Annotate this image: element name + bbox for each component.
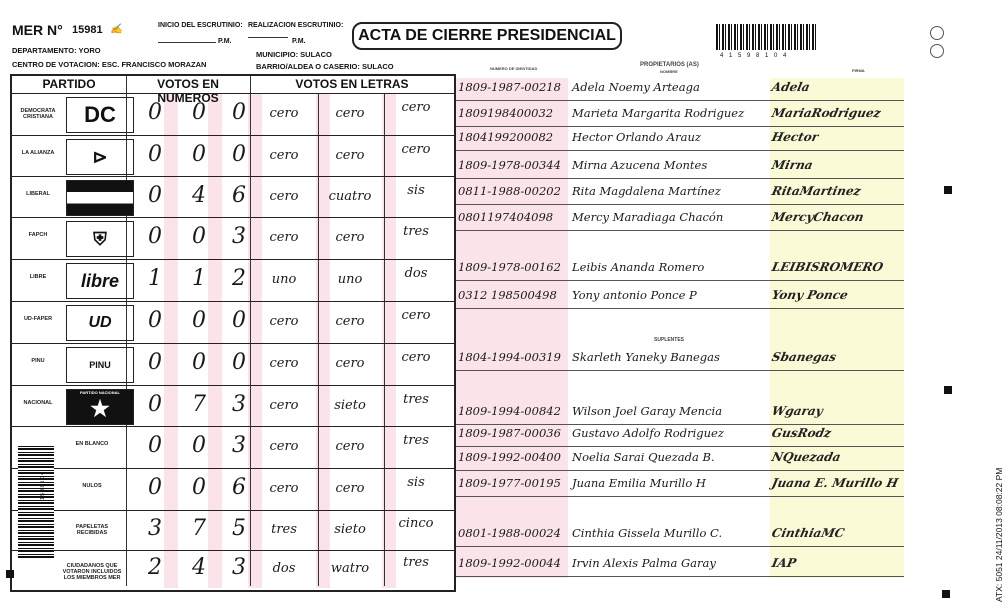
signature-yellow-column	[770, 78, 904, 578]
row-divider	[12, 510, 454, 511]
top-barcode-icon	[716, 24, 816, 50]
party-logo-icon: PARTIDO NACIONAL ★	[66, 389, 134, 425]
vote-word: sieto	[334, 522, 366, 537]
registration-square-icon	[944, 386, 952, 394]
vote-word: cuatro	[328, 188, 372, 204]
party-votes-table	[10, 74, 456, 592]
signer-dni: 1804-1994-00319	[458, 350, 561, 364]
vote-digit: 0	[148, 182, 162, 208]
vote-word: sieto	[334, 397, 366, 413]
party-label: PINU	[31, 358, 45, 364]
mer-number: 15981	[72, 24, 103, 36]
vote-digit: 0	[192, 475, 206, 500]
signer-signature: Wgaray	[770, 404, 825, 418]
vote-digit: 0	[232, 350, 246, 375]
signer-row-line	[456, 308, 904, 309]
signer-row-line	[456, 370, 904, 371]
realizacion-line	[248, 37, 288, 38]
signer-row-line	[456, 546, 904, 547]
vote-digit: 7	[192, 516, 206, 541]
registration-mark-icon	[930, 26, 944, 40]
signer-signature: IAP	[770, 556, 798, 570]
row-divider	[12, 135, 454, 136]
vote-digit: 3	[232, 433, 246, 458]
signer-dni: 1809-1987-00036	[458, 426, 561, 440]
signer-dni: 1804199200082	[458, 130, 554, 144]
vote-digit: 0	[232, 100, 246, 125]
vote-digit: 6	[232, 475, 246, 500]
signer-name: Hector Orlando Arauz	[572, 130, 701, 144]
vote-digit: 0	[148, 391, 162, 417]
left-barcode-number: 1 5 9 8 1 0 4	[40, 472, 46, 500]
vote-digit: 4	[192, 555, 206, 580]
dni-pink-column	[456, 78, 568, 578]
signer-dni: 1809-1978-00344	[458, 158, 561, 172]
signer-dni: 1809198400032	[458, 106, 554, 120]
vote-digit: 3	[232, 555, 246, 580]
mer-initial-signature-icon: ✍	[110, 24, 123, 35]
firma-header: FIRMA	[852, 68, 865, 73]
inicio-line	[158, 42, 216, 43]
vote-word: cero	[335, 356, 365, 371]
vote-word: cero	[269, 356, 299, 371]
vote-word: watro	[330, 561, 370, 576]
star-icon: ★	[90, 396, 110, 421]
vote-word: cero	[335, 106, 365, 121]
vote-word: tres	[403, 224, 429, 239]
pink-stripe	[208, 94, 222, 588]
party-label: DEMOCRATA CRISTIANA	[20, 108, 56, 120]
signer-name: Leibis Ananda Romero	[572, 260, 705, 274]
row-divider	[12, 301, 454, 302]
signer-signature: MercyChacon	[770, 210, 866, 224]
vote-digit: 0	[148, 475, 162, 500]
party-label: LA ALIANZA	[21, 149, 55, 156]
row-divider	[12, 176, 454, 177]
signer-row-line	[456, 150, 904, 151]
signer-signature: Adela	[770, 80, 812, 94]
document-title: ACTA DE CIERRE PRESIDENCIAL	[352, 22, 622, 50]
row-divider	[12, 426, 454, 427]
registration-square-icon	[942, 590, 950, 598]
vote-word: tres	[403, 555, 429, 570]
vote-word: uno	[271, 272, 297, 287]
signer-row-line	[456, 204, 904, 205]
realizacion-label: REALIZACION ESCRUTINIO:	[248, 22, 344, 29]
vote-digit: 2	[148, 555, 162, 580]
signer-name: Irvin Alexis Palma Garay	[572, 556, 716, 570]
signer-row-line	[456, 230, 904, 231]
registration-square-icon	[6, 570, 14, 578]
signer-row-line	[456, 496, 904, 497]
shield-icon: ⛨	[93, 228, 107, 249]
row-divider	[12, 343, 454, 344]
vote-digit: 7	[192, 391, 206, 417]
vote-word: cero	[269, 397, 299, 413]
header-divider	[12, 93, 454, 94]
signer-row-line	[456, 576, 904, 577]
signer-signature: Hector	[770, 130, 820, 144]
centro-votacion: CENTRO DE VOTACION: ESC. FRANCISCO MORAZAN	[12, 60, 207, 69]
vote-digit: 3	[232, 224, 246, 249]
party-label: LIBERAL	[26, 190, 50, 197]
vote-word: cero	[335, 481, 365, 496]
vote-word: cinco	[398, 516, 434, 531]
vote-digit: 0	[232, 308, 246, 333]
signer-dni: 1809-1992-00400	[458, 450, 561, 464]
vote-word: cero	[335, 147, 365, 163]
signer-row-line	[456, 424, 904, 425]
signer-signature: Yony Ponce	[770, 288, 850, 302]
row-divider	[12, 259, 454, 260]
vote-word: cero	[269, 481, 299, 496]
vote-word: sis	[407, 475, 425, 490]
nombre-header: NOMBRE	[660, 69, 678, 74]
vote-digit: 0	[192, 433, 206, 458]
vote-word: cero	[335, 439, 365, 454]
party-label: PAPELETAS RECIBIDAS	[75, 524, 109, 536]
signer-row-line	[456, 280, 904, 281]
vote-word: cero	[401, 100, 431, 115]
party-label: FAPCH	[28, 232, 48, 238]
signer-signature: NQuezada	[770, 450, 843, 464]
row-divider	[12, 468, 454, 469]
signer-name: Gustavo Adolfo Rodriguez	[572, 426, 724, 440]
signer-signature: GusRodz	[770, 426, 833, 440]
top-barcode-number: 4 1 5 9 8 1 0 4	[720, 53, 789, 59]
vote-word: cero	[401, 350, 431, 365]
col-votos-numeros: VOTOS EN NUMEROS	[157, 77, 219, 105]
vote-word: dos	[272, 561, 296, 576]
signer-signature: Juana E. Murillo H	[770, 476, 900, 490]
vote-word: cero	[269, 230, 299, 245]
vote-word: tres	[403, 391, 429, 407]
signer-name: Juana Emilia Murillo H	[572, 476, 706, 490]
signer-signature: Mirna	[770, 158, 815, 172]
pink-stripe	[164, 94, 178, 588]
barrio: BARRIO/ALDEA O CASERIO: SULACO	[256, 62, 394, 71]
vote-digit: 4	[192, 182, 206, 208]
signer-signature: CinthiaMC	[770, 526, 846, 540]
inicio-pm: P.M.	[218, 38, 232, 45]
signer-dni: 1809-1978-00162	[458, 260, 561, 274]
registration-square-icon	[944, 186, 952, 194]
party-logo-icon	[66, 221, 134, 257]
registration-mark-icon	[930, 44, 944, 58]
signer-dni: 1809-1992-00044	[458, 556, 561, 570]
vote-digit: 0	[232, 141, 246, 167]
realizacion-pm: P.M.	[292, 38, 306, 45]
signer-row-line	[456, 470, 904, 471]
party-logo-icon: UD	[66, 305, 134, 341]
party-logo-icon: PINU	[66, 347, 134, 383]
signer-name: Marieta Margarita Rodriguez	[572, 106, 745, 120]
vote-digit: 2	[232, 266, 246, 291]
signer-dni: 1809-1977-00195	[458, 476, 561, 490]
propietarios-header: PROPIETARIOS (AS)	[640, 62, 699, 68]
party-logo-icon: DC	[66, 97, 134, 133]
signer-signature: RitaMartinez	[770, 184, 863, 198]
left-barcode-icon	[18, 446, 54, 558]
signer-row-line	[456, 100, 904, 101]
row-divider	[12, 550, 454, 551]
vote-digit: 6	[232, 182, 246, 208]
inicio-label: INICIO DEL ESCRUTINIO:	[158, 22, 243, 29]
mer-label: MER N°	[12, 22, 63, 38]
col-divider	[384, 94, 385, 586]
vote-word: cero	[401, 308, 431, 323]
vote-digit: 3	[232, 391, 246, 417]
signer-dni: 0811-1988-00202	[458, 184, 561, 198]
vote-word: cero	[269, 314, 299, 329]
side-stamp: ATX: 5051 24/11/2013 08:08:22 PM	[994, 467, 1004, 602]
signer-row-line	[456, 178, 904, 179]
signer-name: Mercy Maradiaga Chacón	[572, 210, 724, 224]
signer-row-line	[456, 126, 904, 127]
vote-digit: 0	[192, 141, 206, 167]
vote-digit: 5	[232, 516, 246, 541]
col-divider	[318, 94, 319, 586]
vote-digit: 0	[192, 350, 206, 375]
vote-digit: 0	[192, 224, 206, 249]
signer-dni: 1809-1994-00842	[458, 404, 561, 418]
signer-signature: LEIBISROMERO	[770, 260, 885, 274]
vote-word: cero	[269, 147, 299, 163]
flag-icon: ⊳	[92, 146, 108, 167]
party-label: UD-FAPER	[23, 316, 53, 322]
party-label: EN BLANCO	[75, 441, 109, 447]
signer-name: Mirna Azucena Montes	[572, 158, 708, 172]
signer-signature: MariaRodriguez	[770, 106, 883, 120]
signer-dni: 0312 198500498	[458, 288, 557, 302]
signer-name: Wilson Joel Garay Mencia	[572, 404, 723, 418]
vote-word: sis	[407, 182, 425, 198]
signer-name: Rita Magdalena Martínez	[572, 184, 721, 198]
vote-digit: 0	[148, 100, 162, 125]
vote-word: dos	[404, 266, 428, 281]
vote-word: cero	[335, 314, 365, 329]
signer-row-line	[456, 446, 904, 447]
signer-name: Noelia Sarai Quezada B.	[572, 450, 715, 464]
party-label: LIBRE	[29, 274, 47, 280]
vote-digit: 0	[148, 308, 162, 333]
dni-header: NUMERO DE IDENTIDAD	[490, 66, 538, 71]
vote-digit: 3	[148, 516, 162, 541]
row-divider	[12, 217, 454, 218]
departamento: DEPARTAMENTO: YORO	[12, 46, 101, 55]
signer-name: Adela Noemy Arteaga	[572, 80, 700, 94]
party-logo-icon	[66, 139, 134, 175]
vote-digit: 0	[148, 433, 162, 458]
vote-word: cero	[269, 439, 299, 454]
signer-name: Skarleth Yaneky Banegas	[572, 350, 720, 364]
col-votos-letras: VOTOS EN LETRAS	[295, 77, 409, 91]
signer-dni: 0801-1988-00024	[458, 526, 561, 540]
signer-signature: Sbanegas	[770, 350, 838, 364]
signer-dni: 0801197404098	[458, 210, 554, 224]
col-partido: PARTIDO	[42, 77, 96, 91]
vote-word: cero	[335, 230, 365, 245]
row-divider	[12, 385, 454, 386]
vote-word: tres	[271, 522, 297, 537]
vote-digit: 1	[148, 266, 162, 291]
signer-dni: 1809-1987-00218	[458, 80, 561, 94]
vote-digit: 0	[148, 350, 162, 375]
party-logo-icon	[66, 180, 134, 216]
vote-digit: 0	[148, 224, 162, 249]
vote-word: cero	[269, 188, 299, 204]
vote-digit: 1	[192, 266, 206, 291]
vote-word: cero	[401, 141, 431, 157]
suplentes-header: SUPLENTES	[654, 337, 685, 343]
vote-word: uno	[337, 272, 363, 287]
municipio: MUNICIPIO: SULACO	[256, 50, 332, 59]
vote-digit: 0	[148, 141, 162, 167]
signer-name: Yony antonio Ponce P	[572, 288, 697, 302]
party-logo-icon: libre	[66, 263, 134, 299]
vote-word: tres	[403, 433, 429, 448]
vote-digit: 0	[192, 100, 206, 125]
party-label: CIUDADANOS QUE VOTARON INCLUIDOS LOS MIEMBROS MER	[62, 563, 122, 581]
party-label: NACIONAL	[23, 399, 53, 406]
vote-word: cero	[269, 106, 299, 121]
signer-name: Cinthia Gissela Murillo C.	[572, 526, 723, 540]
party-label: NULOS	[82, 483, 102, 489]
vote-digit: 0	[192, 308, 206, 333]
